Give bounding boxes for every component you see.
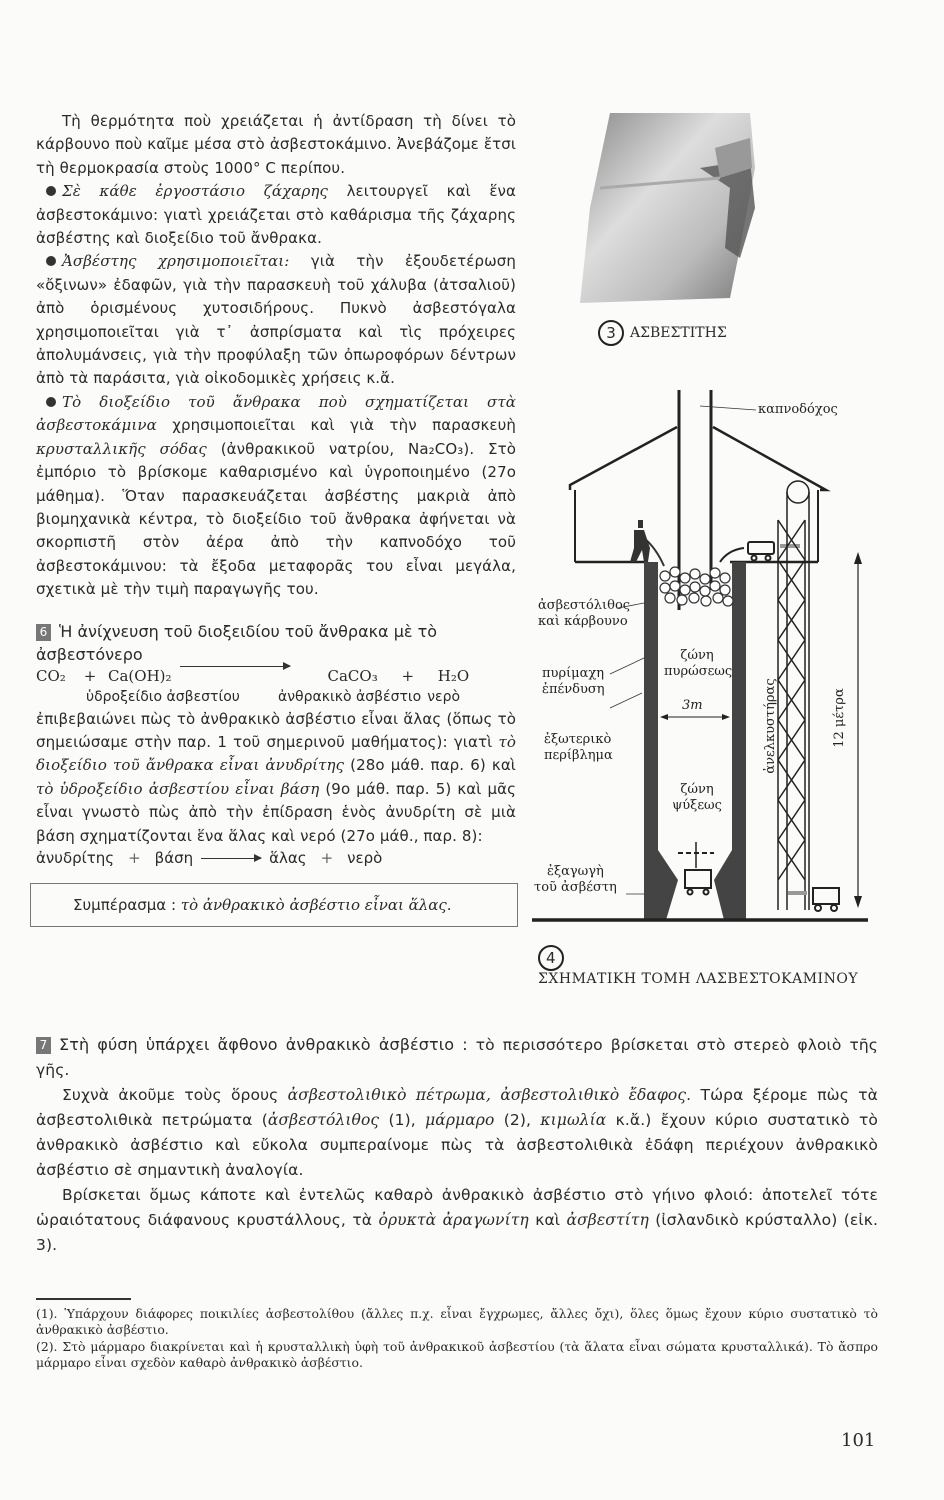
- paragraph-text: λειτουργεῖ καὶ ἕνα ἀσβεστοκάμινο: γιατὶ χρειάζεται στὸ καθάρισμα τῆς ζάχαρης ἀσβέστης καὶ διοξείδιο τοῦ ἄνθρακα.: [36, 182, 516, 248]
- left-column: [36, 110, 516, 927]
- lime-kiln-diagram: [530, 380, 890, 940]
- footnotes: [36, 1306, 878, 1372]
- crystal-image: [580, 108, 820, 318]
- word-salt: ἅλας: [269, 848, 307, 867]
- word-base: βάση: [154, 848, 194, 867]
- roof-right: [713, 427, 826, 490]
- label-outer-shell: ἐξωτερικὸ περίβλημα: [544, 732, 613, 763]
- product-h2o: H₂O: [437, 666, 470, 685]
- paragraph-text: (28ο μάθ. παρ. 6) καὶ: [344, 756, 516, 775]
- paragraph-text: (ἀνθρακικοῦ νατρίου, Na₂CO₃). Στὸ ἐμπόριο τὸ βρίσκομε καθαρισμένο καὶ ὑγροποιημένο (27ο μάθημα). Ὅταν παρασκευάζεται ἀσβέστης μακριὰ ἀπὸ βιομηχανικὰ κέντρα, τὸ διοξείδιο τοῦ ἄνθρακα ἀφήνεται νὰ σκορπιστῆ στὸν ἀέρα ἀπὸ τὴν καπνοδόχο τοῦ ἀσβεστοκάμινου: τὰ ἔξοδα μεταφορᾶς του εἶναι μεγάλα, σχετικὰ μὲ τὴν τιμὴ παραγωγῆς του.: [36, 439, 516, 599]
- cart-top: [720, 542, 774, 562]
- footnote-2: (2). Στὸ μάρμαρο διακρίνεται καὶ ἡ κρυσταλλικὴ ὑφὴ τοῦ ἀνθρακικοῦ ἀσβεστίου (τὰ ἅλατα εἶναι σώματα κρυσταλλικά). Τὸ ἄσπρο μάρμαρο εἶναι σχεδὸν καθαρὸ ἀνθρακικὸ ἀσβέστιο.: [36, 1339, 878, 1370]
- product-caco3: CaCO₃: [327, 666, 378, 685]
- intro-paragraph: Τὴ θερμότητα ποὺ χρειάζεται ἡ ἀντίδραση τὴ δίνει τὸ κάρβουνο ποὺ καῖμε μέσα στὸ ἀσβεστοκάμινο. Ἀνεβάζομε ἔτσι τὴ θερμοκρασία στοὺς 1000° C περίπου.: [36, 112, 516, 177]
- section-number-badge: 7: [36, 1037, 51, 1054]
- label-water: νερὸ: [427, 688, 461, 705]
- section-number-badge: 6: [36, 624, 51, 641]
- figure-caption-text: ΣΧΗΜΑΤΙΚΗ ΤΟΜΗ ΛΑΣΒΕΣΤΟΚΑΜΙΝΟΥ: [538, 971, 859, 987]
- italic-phrase: τὸ διοξείδιο τοῦ ἄνθρακα εἶναι ἀνυδρίτης: [36, 732, 516, 775]
- paragraph-text: γιὰ τὴν ἐξουδετέρωση «ὄξινων» ἐδαφῶν, γιὰ τὴν παρασκευὴ τοῦ χάλυβα (ἀτσαλιοῦ) ἀπὸ ὁρισμένους χυτοσιδήρους. Πυκνὸ ἀσβεστόγαλα χρησιμοποιεῖται γιὰ τ᾽ ἀσπρίσματα καὶ τὶς πρόχειρες ἀπολυμάνσεις, γιὰ τὴν προφύλαξη τῶν ὀπωροφόρων δέντρων ἀπὸ τὰ παράσιτα, γιὰ οἰκοδομικὲς χρήσεις κ.ἄ.: [36, 252, 516, 388]
- limestone-charge: [660, 567, 733, 606]
- bullet-paragraph-co2: [36, 391, 516, 602]
- italic-phrase: ὀρυκτὰ ἀραγωνίτη: [378, 1211, 529, 1229]
- label-lime-exit: ἐξαγωγὴ τοῦ ἀσβέστη: [534, 864, 617, 895]
- kiln-right-wall: [714, 562, 746, 920]
- bullet-icon: [46, 186, 56, 196]
- label-calcium-hydroxide: ὑδροξείδιο ἀσβεστίου: [86, 688, 240, 705]
- italic-phrase: ἀσβεστίτη: [566, 1211, 649, 1229]
- section-6-heading: [36, 620, 516, 666]
- reaction-arrow: [201, 858, 261, 869]
- kiln-left-wall: [644, 562, 678, 920]
- paragraph-text: (9ο μάθ. παρ. 5) καὶ μᾶς εἶναι γνωστὸ πὼς ἀπὸ τὴν ἐπίδραση ἑνὸς ἀνυδρίτη σὲ μιὰ βάση σχηματίζονται ἕνα ἅλας καὶ νερό (27ο μάθ., παρ. 8):: [36, 779, 516, 845]
- bullet-icon: [46, 397, 56, 407]
- conclusion-text: τὸ ἀνθρακικὸ ἀσβέστιο εἶναι ἅλας.: [180, 895, 452, 914]
- plus-sign: +: [83, 666, 97, 685]
- figure-number-badge: 3: [598, 320, 624, 346]
- italic-phrase: μάρμαρο: [425, 1111, 495, 1129]
- page-number: 101: [841, 1430, 876, 1451]
- label-cooling-zone: ζώνη ψύξεως: [672, 782, 722, 813]
- label-height: 12 μέτρα: [832, 688, 847, 748]
- bullet-icon: [46, 256, 56, 266]
- word-anhydride: ἀνυδρίτης: [36, 848, 115, 867]
- italic-phrase: τὸ ὑδροξείδιο ἀσβεστίου εἶναι βάση: [36, 779, 320, 798]
- footnote-1: (1). Ὑπάρχουν διάφορες ποικιλίες ἀσβεστολίθου (ἄλλες π.χ. εἶναι ἔγχρωμες, ἄλλες ὄχι), ὅλες ὅμως ἔχουν κύριο συστατικὸ τὸ ἀνθρακικὸ ἀσβέστιο.: [36, 1306, 878, 1337]
- figure-number-badge: 4: [538, 945, 564, 971]
- figure-4-caption: [538, 945, 858, 987]
- italic-phrase: κρυσταλλικῆς σόδας: [36, 439, 207, 458]
- bullet-paragraph-sugar: [36, 180, 516, 250]
- italic-phrase: ἀσβεστολιθικὸ πέτρωμα, ἀσβεστολιθικὸ ἔδαφος: [287, 1086, 687, 1104]
- reactant-caoh2: Ca(OH)₂: [108, 666, 172, 685]
- italic-phrase: Ἀσβέστης χρησιμοποιεῖται:: [62, 252, 290, 271]
- figure-caption-text: ΑΣΒΕΣΤΙΤΗΣ: [630, 325, 727, 341]
- calcite-crystal-photo: [580, 108, 820, 318]
- italic-phrase: κιμωλία: [540, 1111, 607, 1129]
- label-burning-zone: ζώνη πυρώσεως: [664, 648, 733, 679]
- section-title: Ἡ ἀνίχνευση τοῦ διοξειδίου τοῦ ἄνθρακα μὲ τὸ ἀσβεστόνερο: [36, 621, 438, 664]
- label-elevator: ἀνελκυστήρας: [763, 678, 778, 774]
- section-title: Στὴ φύση ὑπάρχει ἄφθονο ἀνθρακικὸ ἀσβέστιο :: [59, 1035, 468, 1054]
- conclusion-label: Συμπέρασμα :: [73, 895, 177, 914]
- section-7-heading: [36, 1032, 878, 1083]
- section-7: [36, 1032, 878, 1258]
- label-refractory-lining: πυρίμαχη ἐπένδυση: [542, 666, 605, 697]
- word-water: νερὸ: [347, 848, 383, 867]
- label-chimney: καπνοδόχος: [758, 402, 838, 417]
- italic-phrase: ἀσβεστόλιθος: [267, 1111, 380, 1129]
- chemical-equation: [36, 666, 516, 687]
- reactant-co2: CO₂: [36, 666, 66, 685]
- plus-sign: +: [401, 666, 415, 685]
- paragraph-text: ἐπιβεβαιώνει πὼς τὸ ἀνθρακικὸ ἀσβέστιο εἶναι ἅλας (ὅπως τὸ σημειώσαμε στὴν παρ. 1 τοῦ σημερινοῦ μαθήματος): γιατὶ: [36, 709, 516, 751]
- word-equation: [36, 848, 516, 869]
- section-6-paragraph: [36, 708, 516, 848]
- worker-figure: [630, 520, 664, 566]
- label-kiln-width: 3m: [682, 698, 703, 713]
- paragraph-text: τὸ περισσότερο βρίσκεται στὸ στερεὸ φλοιὸ τῆς γῆς.: [36, 1036, 879, 1079]
- label-limestone: ἀσβεστόλιθος καὶ κάρβουνο: [538, 598, 631, 629]
- figure-3-caption: [598, 320, 727, 346]
- roof-left: [570, 427, 677, 490]
- cart-bottom: [685, 870, 839, 911]
- italic-phrase: Σὲ κάθε ἐργοστάσιο ζάχαρης: [62, 182, 329, 201]
- plus-sign: +: [128, 848, 141, 867]
- reaction-arrow: [180, 666, 290, 687]
- bullet-paragraph-lime-uses: [36, 250, 516, 390]
- equation-labels: [36, 687, 516, 708]
- italic-phrase: Τὸ διοξείδιο τοῦ ἄνθρακα ποὺ σχηματίζεται στὰ ἀσβεστοκάμινα: [36, 392, 516, 435]
- paragraph-text: χρησιμοποιεῖται καὶ γιὰ τὴν παρασκευὴ: [156, 416, 516, 435]
- plus-sign: +: [320, 848, 334, 867]
- label-calcium-carbonate: ἀνθρακικὸ ἀσβέστιο: [278, 688, 422, 705]
- section-7-paragraph-crystals: Βρίσκεται ὅμως κάποτε καὶ ἐντελῶς καθαρὸ ἀνθρακικὸ ἀσβέστιο στὸ γήινο φλοιό: ἀποτελεῖ τότε ὡραιότατους διάφανους κρυστάλλους, τὰ ὀρυκτὰ ἀραγωνίτη καὶ ἀσβεστίτη (ἰσλανδικὸ κρύσταλλο) (εἰκ. 3).: [36, 1186, 879, 1254]
- conclusion-box: [30, 883, 518, 927]
- footnote-divider: [36, 1298, 131, 1300]
- section-7-paragraph-terms: Συχνὰ ἀκοῦμε τοὺς ὅρους ἀσβεστολιθικὸ πέτρωμα, ἀσβεστολιθικὸ ἔδαφος. Τώρα ξέρομε πὼς τὰ ἀσβεστολιθικὰ πετρώματα (ἀσβεστόλιθος (1), μάρμαρο (2), κιμωλία κ.ἄ.) ἔχουν κύριο συστατικὸ τὸ ἀνθρακικὸ ἀσβέστιο καὶ εὔκολα συμπεραίνομε πὼς τὰ ἀσβεστολιθικὰ ἐδάφη περιέχουν ἀνθρακικὸ ἀσβέστιο σὲ σημαντικὴ ἀναλογία.: [36, 1086, 879, 1179]
